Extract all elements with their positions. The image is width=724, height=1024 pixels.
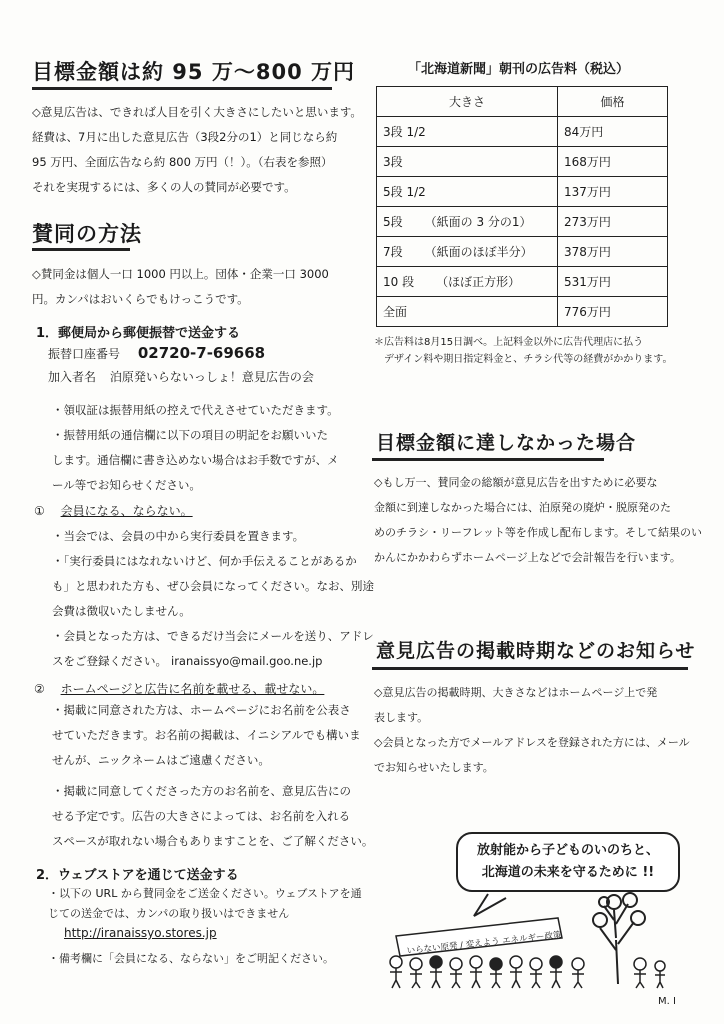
name-publish-heading-text: ホームページと広告に名前を載せる、載せない。 — [60, 682, 325, 696]
banner-text: いらない原発 / 変えよう エネルギー政策 — [406, 930, 562, 957]
table-row — [377, 147, 668, 177]
notice-line: でお知らせいたします。 — [374, 761, 494, 774]
membership-last-prefix: スをご登録ください。 — [52, 654, 167, 668]
postal-note-line: ール等でお知らせください。 — [52, 478, 201, 492]
shortfall-title: 目標金額に達しなかった場合 — [376, 432, 637, 454]
name-publish-line: ・掲載に同意してくださった方のお名前を、意見広告にの — [52, 784, 351, 798]
slogan-line: 北海道の未来を守るために !! — [481, 865, 655, 880]
price-footnote — [374, 334, 673, 368]
membership-line: ・当会では、会員の中から実行委員を置きます。 — [52, 529, 305, 543]
footnote-line: デザイン料や期日指定料金と、チラシ代等の経費がかかります。 — [384, 354, 673, 365]
membership-line: も」と思われた方も、ぜひ会員になってください。なお、別途 — [52, 579, 374, 593]
target-title: 目標金額は約 95 万～800 万円 — [32, 60, 355, 84]
target-line: 95 万円、全面広告なら約 800 万円（！）。（右表を参照） — [32, 155, 333, 169]
contact-email[interactable]: iranaissyo@mail.goo.ne.jp — [171, 654, 323, 668]
name-publish-line: ・掲載に同意された方は、ホームページにお名前を公表さ — [52, 703, 351, 717]
webstore-heading: 2．ウェブストアを通じて送金する — [36, 868, 239, 883]
slogan-line: 放射能から子どものいのちと、 — [476, 843, 659, 858]
account-row — [48, 344, 265, 362]
name-publish-heading — [34, 680, 324, 697]
shortfall-line: かんにかかわらずホームページ上などで会計報告を行います。 — [374, 551, 681, 564]
name-publish-line: せていただきます。お名前の掲載は、イニシアルでも構いま — [52, 728, 361, 742]
shortfall-title-rule — [372, 458, 604, 461]
price-cell: 84万円 — [558, 117, 668, 147]
membership-line-last — [52, 649, 374, 674]
size-label: 全面 — [383, 305, 408, 319]
size-note: （紙面の 3 分の1） — [424, 215, 532, 229]
size-cell — [377, 117, 558, 147]
target-text — [32, 100, 362, 200]
membership-line: ・会員となった方は、できるだけ当会にメールを送り、アドレ — [52, 629, 374, 643]
name-publish-line: せる予定です。広告の大きさによっては、お名前を入れる — [52, 809, 351, 823]
table-row — [377, 117, 668, 147]
method-title-rule — [32, 248, 130, 251]
footnote-line: ＊広告料は8月15日調べ。上記料金以外に広告代理店に払う — [374, 337, 644, 348]
size-cell — [377, 207, 558, 237]
shortfall-text — [374, 470, 702, 570]
size-label: 3段 1/2 — [383, 125, 426, 139]
name-publish-line: スペースが取れない場合もありますことを、ご了解ください。 — [52, 834, 374, 848]
method-title: 賛同の方法 — [32, 222, 142, 246]
size-label: 7段 — [383, 245, 403, 259]
children-tree-illustration — [378, 880, 678, 992]
price-cell: 531万円 — [558, 267, 668, 297]
name-publish-text — [52, 698, 373, 854]
intro-line: ◇賛同金は個人一口 1000 円以上。団体・企業一口 3000 — [32, 267, 329, 281]
table-row — [377, 267, 668, 297]
notice-line: 表します。 — [374, 711, 429, 724]
webstore-line: じての送金では、カンパの取り扱いはできません — [48, 907, 290, 920]
size-cell — [377, 177, 558, 207]
postal-note-line: します。通信欄に書き込めない場合はお手数ですが、メ — [52, 453, 339, 467]
size-label: 10 段 — [383, 275, 415, 289]
webstore-line: ・以下の URL から賛同金をご送金ください。ウェブストアを通 — [48, 887, 362, 900]
postal-notes — [52, 398, 339, 498]
size-note: （紙面のほぼ半分） — [424, 245, 533, 259]
postal-note-line: ・領収証は振替用紙の控えで代えさせていただきます。 — [52, 403, 339, 417]
price-header: 価格 — [558, 87, 668, 117]
holder-row — [48, 368, 314, 385]
size-note: （ほぼ正方形） — [436, 275, 521, 289]
price-table — [376, 86, 668, 327]
size-label: 5段 1/2 — [383, 185, 426, 199]
price-table-header — [377, 87, 668, 117]
notice-text — [374, 680, 690, 780]
table-row — [377, 237, 668, 267]
webstore-text — [48, 884, 362, 924]
price-cell: 378万円 — [558, 237, 668, 267]
membership-text — [52, 524, 374, 674]
size-label: 3段 — [383, 155, 403, 169]
membership-heading — [34, 502, 193, 519]
holder-label: 加入者名 — [48, 370, 97, 384]
shortfall-line: ◇もし万一、賛同金の総額が意見広告を出すために必要な — [374, 476, 658, 489]
postal-note-line: ・振替用紙の通信欄に以下の項目の明記をお願いいた — [52, 428, 328, 442]
target-line: 経費は、7月に出した意見広告（3段2分の1）と同じなら約 — [32, 130, 338, 144]
holder-name: 泊原発いらないっしょ！意見広告の会 — [109, 370, 314, 384]
membership-heading-text: 会員になる、ならない。 — [60, 504, 193, 518]
table-row — [377, 297, 668, 327]
target-line: ◇意見広告は、できれば人目を引く大きさにしたいと思います。 — [32, 105, 362, 119]
notice-title-rule — [372, 667, 688, 670]
notice-title: 意見広告の掲載時期などのお知らせ — [376, 640, 696, 662]
target-line: それを実現するには、多くの人の賛同が必要です。 — [32, 180, 296, 194]
bubble-tail — [474, 894, 506, 916]
artist-signature: M. I — [658, 996, 676, 1007]
table-row — [377, 207, 668, 237]
postal-transfer-heading: 1．郵便局から郵便振替で送金する — [36, 326, 241, 341]
method-intro — [32, 262, 329, 312]
name-publish-marker: ② — [34, 682, 45, 696]
size-cell — [377, 267, 558, 297]
size-label: 5段 — [383, 215, 403, 229]
target-title-rule — [32, 87, 332, 90]
size-cell — [377, 237, 558, 267]
size-cell — [377, 297, 558, 327]
notice-line: ◇意見広告の掲載時期、大きさなどはホームページ上で発 — [374, 686, 658, 699]
account-label: 振替口座番号 — [48, 347, 121, 361]
membership-marker: ① — [34, 504, 45, 518]
price-cell: 776万円 — [558, 297, 668, 327]
intro-line: 円。カンパはおいくらでもけっこうです。 — [32, 292, 249, 306]
price-cell: 137万円 — [558, 177, 668, 207]
size-cell — [377, 147, 558, 177]
price-cell: 168万円 — [558, 147, 668, 177]
account-number: 02720-7-69668 — [137, 344, 266, 362]
price-cell: 273万円 — [558, 207, 668, 237]
shortfall-line: 金額に到達しなかった場合には、泊原発の廃炉・脱原発のた — [374, 501, 671, 514]
name-publish-line: せんが、ニックネームはご遠慮ください。 — [52, 753, 270, 767]
notice-line: ◇会員となった方でメールアドレスを登録された方には、メール — [374, 736, 690, 749]
webstore-url[interactable]: http://iranaissyo.stores.jp — [64, 926, 217, 940]
tree-icon — [593, 893, 645, 984]
membership-line: ・「実行委員にはなれないけど、何か手伝えることがあるか — [52, 554, 357, 568]
size-header: 大きさ — [377, 87, 558, 117]
shortfall-line: めのチラシ・リーフレット等を作成し配布します。そして結果のい — [374, 526, 703, 539]
price-table-title: 「北海道新聞」朝刊の広告料（税込） — [408, 62, 630, 77]
table-row — [377, 177, 668, 207]
children-figures-icon — [390, 956, 665, 988]
membership-line: 会費は徴収いたしません。 — [52, 604, 191, 618]
webstore-remark: ・備考欄に「会員になる、ならない」をご明記ください。 — [48, 952, 334, 965]
